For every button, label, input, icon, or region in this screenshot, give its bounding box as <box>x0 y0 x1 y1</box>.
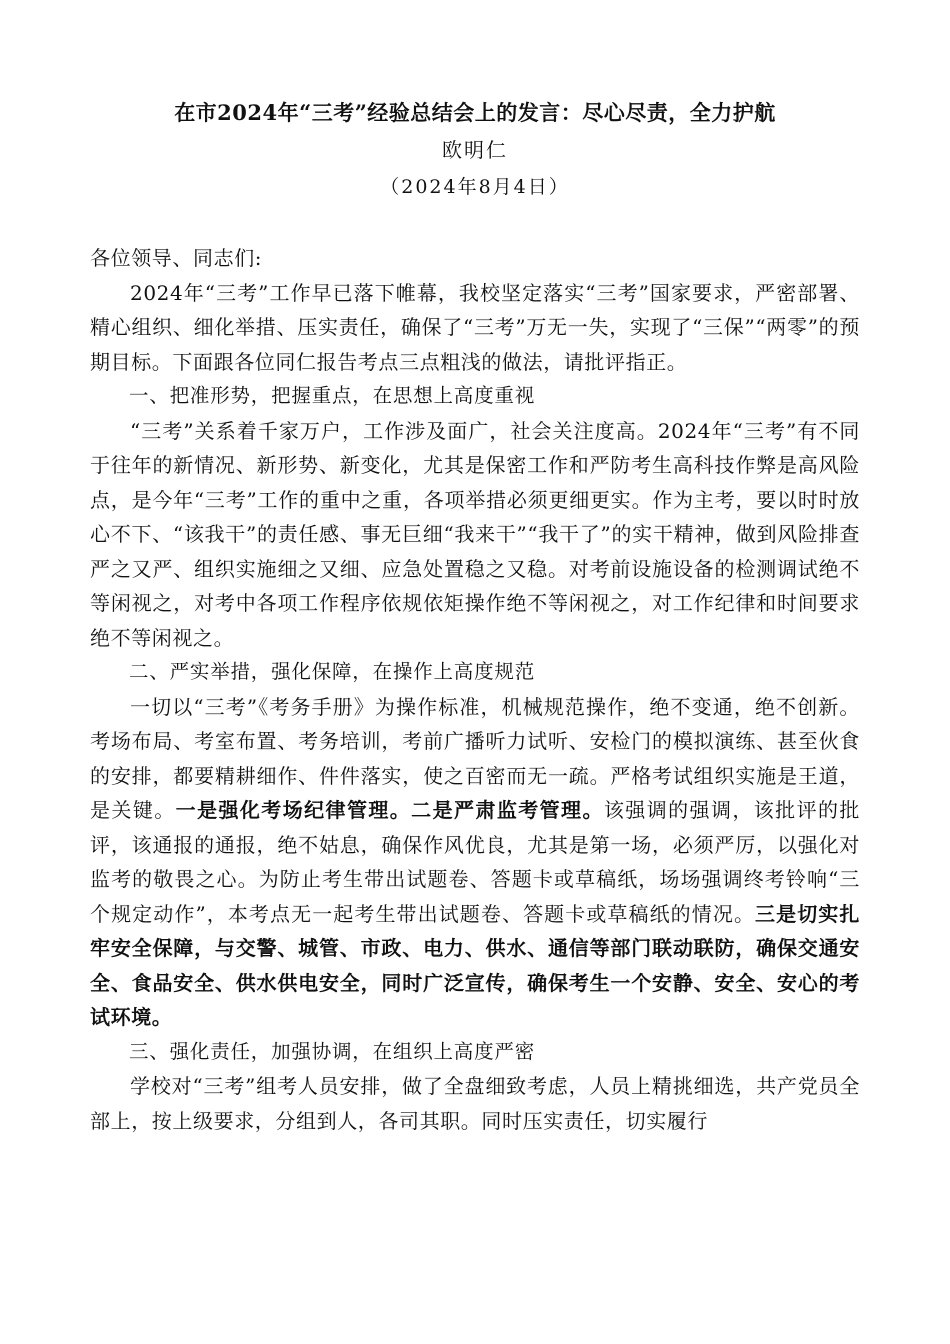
section-2-bold-a: 一是强化考场纪律管理。二是严肃监考管理。 <box>175 798 604 822</box>
document-date: （2024年8月4日） <box>380 176 570 198</box>
section-3-heading: 三、强化责任，加强协调，在组织上高度严密 <box>129 1039 536 1063</box>
intro-paragraph: 2024年“三考”工作早已落下帷幕，我校坚定落实“三考”国家要求，严密部署、精心组织、细化举措、压实责任，确保了“三考”万无一失，实现了“三保”“两零”的预期目标。下面跟各位同仁报告考点三点粗浅的做法，请批评指正。 <box>90 280 860 374</box>
document-title: 在市2024年“三考”经验总结会上的发言：尽心尽责，全力护航 <box>174 100 776 125</box>
section-2-heading: 二、严实举措，强化保障，在操作上高度规范 <box>129 660 536 683</box>
section-3-paragraph: 学校对“三考”组考人员安排，做了全盘细致考虑，人员上精挑细选，共产党员全部上，按上级要求，分组到人，各司其职。同时压实责任，切实履行 <box>90 1074 860 1133</box>
section-2-text-a: 一切以“三考”《考务手册》为操作标准，机械规范操作，绝不变通，绝不创新。考场布局、考室布置、考务培训，考前广播听力试听、安检门的模拟演练、甚至伙食的安排，都要精耕细作、件件落实，使之百密而无一疏。严格考试组织实施是王道，是关键。 <box>90 694 860 822</box>
section-2-text-b: 该强调的强调，该批评的批评，该通报的通报，绝不姑息，确保作风优良，尤其是第一场，必须严厉，以强化对监考的敬畏之心。为防止考生带出试题卷、答题卡或草稿纸，场场强调终考铃响“三个规定动作”，本考点无一起考生带出试题卷、答题卡或草稿纸的情况。 <box>90 798 861 926</box>
salutation: 各位领导、同志们: <box>90 246 263 270</box>
section-1-paragraph: “三考”关系着千家万户，工作涉及面广，社会关注度高。2024年“三考”有不同于往年的新情况、新形势、新变化，尤其是保密工作和严防考生高科技作弊是高风险点，是今年“三考”工作的重中之重，各项举措必须更细更实。作为主考，要以时时放心不下、“该我干”的责任感、事无巨细“我来干”“我干了”的实干精神，做到风险排查严之又严、组织实施细之又细、应急处置稳之又稳。对考前设施设备的检测调试绝不等闲视之，对考中各项工作程序依规依矩操作绝不等闲视之，对工作纪律和时间要求绝不等闲视之。 <box>90 418 860 650</box>
section-2-bold-b: 三是切实扎牢安全保障，与交警、城管、市政、电力、供水、通信等部门联动联防，确保交通安全、食品安全、供水供电安全，同时广泛宣传，确保考生一个安静、安全、安心的考试环境。 <box>90 901 860 1029</box>
document-author: 欧明仁 <box>442 138 508 162</box>
section-1-heading: 一、把准形势，把握重点，在思想上高度重视 <box>129 384 536 407</box>
section-2-paragraph <box>90 690 860 1035</box>
document-body <box>90 241 860 1138</box>
